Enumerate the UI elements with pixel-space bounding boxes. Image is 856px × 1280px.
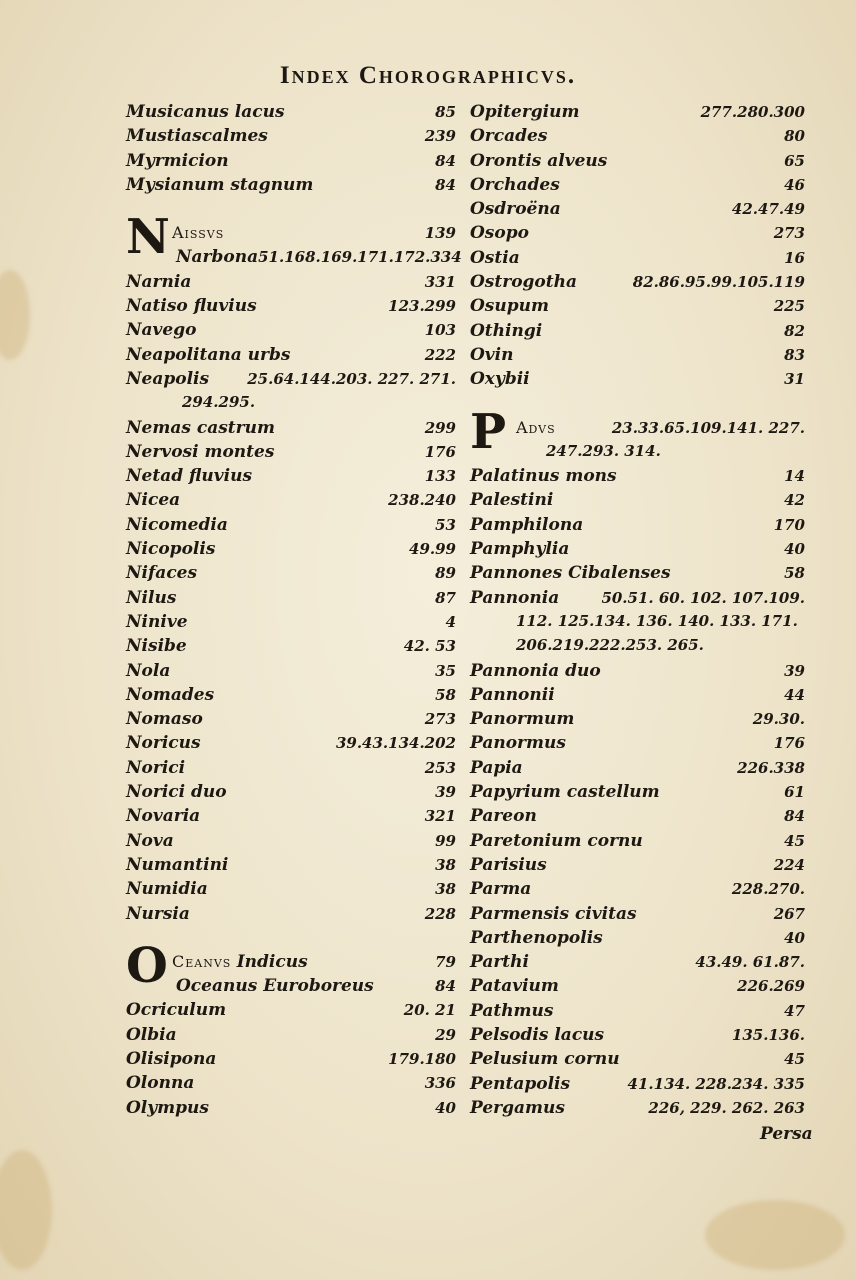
index-entry: [470, 879, 805, 903]
index-entry: [470, 758, 805, 782]
paper-stain: [0, 270, 30, 360]
index-entry: [470, 782, 805, 806]
index-entry-pages: 43.49. 61.87.: [695, 953, 805, 972]
index-entry: [470, 661, 805, 685]
index-entry-name: Pelsodis lacus: [470, 1024, 605, 1045]
index-entry-name: Panormus: [470, 733, 566, 754]
index-entry-name: Ovin: [470, 344, 514, 365]
index-entry-pages: 224: [773, 855, 805, 874]
index-entry-pages: 35: [435, 661, 456, 680]
index-entry-pages: 45: [784, 831, 805, 850]
index-entry: [126, 296, 456, 320]
index-entry: [126, 976, 456, 1000]
index-entry-name: Parthi: [470, 952, 529, 973]
index-entry-name: Patavium: [470, 976, 559, 997]
index-entry: [470, 345, 805, 369]
index-entry: [470, 369, 805, 393]
index-entry: [126, 539, 456, 563]
left-column: [126, 102, 462, 1122]
index-entry-name: Parmensis civitas: [470, 903, 637, 924]
index-entry-name: Ceanvs: [172, 951, 232, 971]
index-entry: [470, 831, 805, 855]
index-entry: [126, 345, 456, 369]
index-entry-pages: 41.134. 228.234. 335: [627, 1074, 805, 1093]
index-entry: [470, 296, 805, 320]
index-entry-pages: 38: [435, 880, 456, 899]
index-entry-pages: 267: [773, 904, 805, 923]
index-entry-name: Nilus: [126, 587, 177, 608]
index-entry: [126, 151, 456, 175]
drop-cap-p: P: [470, 403, 507, 460]
index-entry-name: Ostia: [470, 247, 520, 268]
index-entry-name: Parisius: [470, 854, 547, 875]
index-entry: [126, 685, 456, 709]
index-entry-continuation: 247.293. 314.: [546, 441, 661, 460]
index-entry: [126, 612, 456, 636]
index-entry-pages: 20. 21: [403, 1001, 456, 1020]
index-entry-name: Narnia: [126, 271, 192, 292]
index-entry-pages: 16: [784, 248, 805, 267]
index-entry-name: Olbia: [126, 1024, 177, 1045]
index-entry-pages: 226, 229. 262. 263: [648, 1098, 805, 1117]
index-entry: [126, 806, 456, 830]
index-entry-pages: 29.30.: [752, 710, 805, 729]
index-entry: [470, 1074, 805, 1098]
index-entry-pages: 83: [784, 345, 805, 364]
index-entry-name: Nursia: [126, 903, 190, 924]
index-entry-pages: 253: [424, 758, 456, 777]
index-entry: [126, 1049, 456, 1073]
index-entry-pages: 239: [424, 127, 456, 146]
index-entry-name: Ninive: [126, 611, 188, 632]
index-entry-name: Osupum: [470, 296, 549, 317]
index-entry-name: Mysianum stagnum: [126, 174, 314, 195]
index-entry-pages: 84: [435, 977, 456, 996]
index-entry-name: Pelusium cornu: [470, 1049, 620, 1070]
index-entry: [126, 175, 456, 199]
index-entry-pages: 50.51. 60. 102. 107.109.: [601, 588, 805, 607]
index-entry: [126, 782, 456, 806]
index-entry-pages: 82.86.95.99.105.119: [632, 273, 805, 292]
index-entry-pages: 84: [435, 175, 456, 194]
index-entry-pages: 44: [784, 685, 805, 704]
index-entry: [470, 563, 805, 587]
index-entry: [126, 563, 456, 587]
index-entry: [470, 952, 805, 976]
index-entry-name-part: Indicus: [236, 951, 308, 972]
index-entry-name: Norici: [126, 757, 186, 778]
index-entry-name: Neapolitana urbs: [126, 344, 291, 365]
index-entry-name: Nemas castrum: [126, 417, 275, 438]
index-entry: [470, 175, 805, 199]
index-entry-pages: 273: [424, 710, 456, 729]
index-entry: [470, 685, 805, 709]
index-entry-name: Mustiascalmes: [126, 126, 268, 147]
index-entry-pages: 40: [784, 928, 805, 947]
index-entry-pages: 179.180: [388, 1049, 456, 1068]
index-entry: [470, 904, 805, 928]
index-entry-name: Othingi: [470, 320, 543, 341]
index-entry-continuation: 294.295.: [182, 393, 256, 412]
index-entry-name: Nicopolis: [126, 539, 216, 560]
index-entry-pages: 23.33.65.109.141. 227.: [611, 418, 805, 437]
index-entry: [126, 1098, 456, 1122]
index-entry-name: Noricus: [126, 733, 201, 754]
index-entry: [126, 369, 456, 393]
index-entry-name: Nicomedia: [126, 514, 228, 535]
index-entry-name: Numidia: [126, 879, 208, 900]
index-entry-name: Palatinus mons: [470, 466, 617, 487]
index-entry-pages: 226.338: [737, 758, 805, 777]
index-entry-pages: 123.299: [388, 297, 456, 316]
index-entry-name: Novaria: [126, 806, 201, 827]
index-entry-pages: 176: [773, 734, 805, 753]
index-entry-pages: 225: [773, 297, 805, 316]
index-entry-pages: 139: [424, 224, 456, 243]
index-entry: [126, 879, 456, 903]
index-entry: [470, 928, 805, 952]
index-entry-pages: 61: [784, 783, 805, 802]
index-entry-pages: 273: [773, 224, 805, 243]
index-entry: [470, 272, 805, 296]
paper-stain: [705, 1200, 845, 1270]
index-entry-pages: 47: [784, 1001, 805, 1020]
index-entry-pages: 25.64.144.203. 227. 271.: [247, 369, 456, 388]
index-entry: [470, 1025, 805, 1049]
index-entry-pages: 238.240: [388, 491, 456, 510]
index-entry: [470, 515, 805, 539]
index-entry: [126, 1073, 456, 1097]
index-entry-name: Advs: [516, 417, 556, 437]
index-entry: [470, 466, 805, 490]
index-entry-pages: 46: [784, 175, 805, 194]
index-entry-name: Nervosi montes: [126, 441, 275, 462]
index-entry-pages: 53: [435, 515, 456, 534]
index-entry-name: Numantini: [126, 854, 229, 875]
index-entry-name: Parthenopolis: [470, 927, 603, 948]
index-entry-name: Ocriculum: [126, 1000, 227, 1021]
index-entry-pages: 133: [424, 467, 456, 486]
index-entry-name: Nisibe: [126, 636, 187, 657]
index-entry: [470, 248, 805, 272]
index-entry: [126, 733, 456, 757]
index-entry-pages: 38: [435, 855, 456, 874]
index-entry-name: Nomaso: [126, 709, 203, 730]
index-entry: [126, 588, 456, 612]
index-entry: [126, 247, 462, 271]
index-entry: [470, 1098, 805, 1122]
index-entry-pages: 39: [784, 661, 805, 680]
index-entry-name: Paretonium cornu: [470, 830, 643, 851]
index-entry: [470, 588, 805, 612]
index-entry-pages: 89: [435, 564, 456, 583]
index-entry-pages: 58: [784, 564, 805, 583]
index-entry-name: Panormum: [470, 709, 575, 730]
catchword: Persa: [760, 1124, 813, 1144]
index-entry-name: Pannonia duo: [470, 660, 601, 681]
index-entry-name: Olympus: [126, 1097, 209, 1118]
index-entry-name: Pamphilona: [470, 514, 584, 535]
index-entry-name: Pannones Cibalenses: [470, 563, 671, 584]
index-entry-pages: 39: [435, 783, 456, 802]
index-entry-pages: 228.270.: [731, 880, 805, 899]
index-entry-continuation: 206.219.222.253. 265.: [516, 636, 704, 655]
index-entry-pages: 51.168.169.171.172.334: [258, 248, 462, 267]
index-entry-name: Nicea: [126, 490, 181, 511]
index-entry: [126, 466, 456, 490]
index-entry-name: Osdroëna: [470, 199, 561, 220]
index-entry-name: Papia: [470, 757, 523, 778]
index-entry: [470, 223, 805, 247]
index-entry-name: Natiso fluvius: [126, 296, 257, 317]
index-entry-name: Pannonia: [470, 587, 560, 608]
drop-cap-o: O: [126, 937, 168, 994]
index-entry-name: Neapolis: [126, 368, 210, 389]
index-entry-pages: 331: [424, 272, 456, 291]
index-entry-pages: 31: [784, 370, 805, 389]
index-entry: [126, 126, 456, 150]
index-entry-name: Pareon: [470, 806, 537, 827]
index-entry-pages: 170: [773, 515, 805, 534]
right-column: [470, 102, 805, 1122]
index-entry: [470, 126, 805, 150]
index-entry: [126, 831, 456, 855]
index-entry: [126, 636, 456, 660]
index-entry: [470, 855, 805, 879]
index-entry: [126, 709, 456, 733]
index-entry-pages: 99: [435, 831, 456, 850]
index-entry-pages: 42.47.49: [731, 200, 805, 219]
index-entry: [126, 272, 456, 296]
index-entry-name: Netad fluvius: [126, 466, 253, 487]
index-entry: [126, 418, 456, 442]
index-entry: [126, 1025, 456, 1049]
index-entry-name: Pergamus: [470, 1097, 565, 1118]
index-entry-name: Pamphylia: [470, 539, 570, 560]
index-entry-name: Narbona: [176, 247, 259, 268]
index-entry-name: Opitergium: [470, 102, 580, 122]
page-title: Index Chorographicvs.: [279, 62, 577, 89]
index-entry: [126, 442, 456, 466]
index-entry-pages: 84: [435, 151, 456, 170]
index-entry-pages: 49.99: [409, 540, 456, 559]
index-entry-name: Orchades: [470, 174, 560, 195]
index-entry-name: Osopo: [470, 223, 529, 244]
index-entry-name: Nola: [126, 660, 171, 681]
index-entry-pages: 14: [784, 467, 805, 486]
index-entry-name: Myrmicion: [126, 150, 229, 171]
index-entry-pages: 84: [784, 807, 805, 826]
index-entry: [470, 1049, 805, 1073]
index-entry-name: Pathmus: [470, 1000, 554, 1021]
index-entry-name: Orontis alveus: [470, 150, 608, 171]
index-entry: [126, 1000, 456, 1024]
index-entry-pages: 277.280.300: [700, 103, 805, 121]
index-entry-name: Oceanus Euroboreus: [176, 976, 374, 997]
index-entry-pages: 4: [445, 612, 456, 631]
index-entry-pages: 336: [424, 1074, 456, 1093]
index-entry-pages: 45: [784, 1050, 805, 1069]
index-entry: [470, 806, 805, 830]
index-entry: [126, 758, 456, 782]
index-entry-name: Parma: [470, 879, 532, 900]
index-entry: [126, 904, 456, 928]
index-entry: [470, 321, 805, 345]
index-entry-pages: 85: [435, 103, 456, 121]
index-entry-name: Oxybii: [470, 369, 530, 390]
index-entry-pages: 226.269: [737, 977, 805, 996]
index-entry-pages: 65: [784, 151, 805, 170]
index-entry: [126, 855, 456, 879]
index-entry-pages: 222: [424, 345, 456, 364]
index-entry-pages: 40: [435, 1098, 456, 1117]
index-entry-pages: 87: [435, 588, 456, 607]
index-entry-pages: 135.136.: [731, 1025, 805, 1044]
index-entry: [470, 199, 805, 223]
index-entry: [126, 320, 456, 344]
index-entry-name: Nova: [126, 830, 174, 851]
index-entry: [126, 661, 456, 685]
index-entry-name: Aissvs: [172, 223, 225, 243]
index-entry-name: Pentapolis: [470, 1073, 571, 1094]
index-entry-pages: 39.43.134.202: [335, 734, 456, 753]
index-entry-name: Ostrogotha: [470, 272, 577, 293]
index-entry-pages: 40: [784, 540, 805, 559]
index-entry-name: Olonna: [126, 1073, 195, 1094]
index-entry: [470, 976, 805, 1000]
index-entry-name: Norici duo: [126, 782, 227, 803]
index-entry-pages: 321: [424, 807, 456, 826]
index-entry-pages: 80: [784, 127, 805, 146]
index-entry: [470, 733, 805, 757]
index-entry: [470, 539, 805, 563]
index-entry: [126, 102, 456, 126]
index-entry-name: Palestini: [470, 490, 554, 511]
index-entry-pages: 228: [424, 904, 456, 923]
drop-cap-n: N: [126, 209, 170, 266]
index-entry-pages: 42. 53: [403, 637, 456, 656]
index-entry-pages: 29: [435, 1025, 456, 1044]
index-entry-pages: 42: [784, 491, 805, 510]
index-entry-name: Olisipona: [126, 1048, 217, 1069]
index-entry-pages: 79: [435, 952, 456, 971]
index-entry-name: Pannonii: [470, 684, 555, 705]
paper-stain: [0, 1150, 52, 1270]
index-entry: [126, 515, 456, 539]
index-entry-name: Orcades: [470, 126, 548, 147]
index-entry: [470, 709, 805, 733]
index-entry: [470, 102, 805, 126]
index-entry-name: Nifaces: [126, 563, 198, 584]
index-entry: [126, 490, 456, 514]
index-entry-continuation: 112. 125.134. 136. 140. 133. 171.: [516, 611, 798, 630]
index-entry-pages: 82: [784, 321, 805, 340]
index-entry: [470, 1001, 805, 1025]
index-entry: [470, 490, 805, 514]
index-entry-name: Nomades: [126, 684, 215, 705]
index-entry-name: Papyrium castellum: [470, 782, 660, 803]
index-entry-pages: 103: [424, 321, 456, 340]
index-entry-pages: 58: [435, 685, 456, 704]
index-entry: [470, 151, 805, 175]
index-entry-pages: 299: [424, 418, 456, 437]
index-entry-name: Musicanus lacus: [126, 102, 285, 122]
index-entry-name: Navego: [126, 320, 197, 341]
index-entry-pages: 176: [424, 442, 456, 461]
